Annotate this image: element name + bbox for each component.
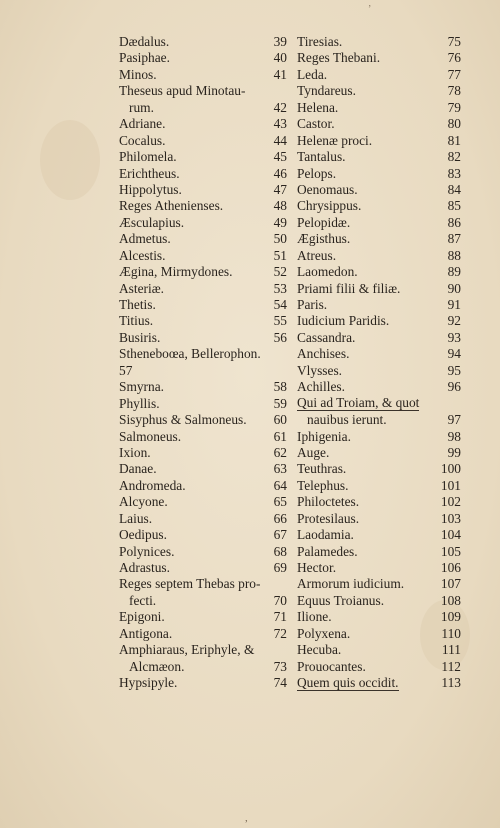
entry-page-number: 46 <box>273 165 287 181</box>
entry-page-number: 70 <box>273 592 287 608</box>
entry-page-number: 65 <box>273 494 287 510</box>
index-entry <box>119 363 287 379</box>
entry-name: Leda. <box>297 66 328 82</box>
index-entry <box>119 231 287 247</box>
entry-name: Danae. <box>119 461 157 477</box>
index-entry <box>119 659 287 675</box>
index-entry <box>119 346 287 362</box>
entry-page-number: 43 <box>273 116 287 132</box>
entry-name: Salmoneus. <box>119 428 182 444</box>
index-column-right <box>297 34 461 692</box>
index-entry <box>297 149 461 165</box>
index-entry <box>297 626 461 642</box>
index-entry <box>119 576 287 592</box>
entry-page-number: 87 <box>447 231 461 247</box>
index-entry <box>297 182 461 198</box>
entry-page-number: 53 <box>273 280 287 296</box>
entry-name: rum. <box>129 99 154 115</box>
entry-name: Philoctetes. <box>297 494 360 510</box>
entry-name: fecti. <box>129 592 157 608</box>
index-entry <box>119 593 287 609</box>
entry-name: Laius. <box>119 510 153 526</box>
index-entry <box>119 83 287 99</box>
entry-page-number: 94 <box>447 346 461 362</box>
index-entry <box>297 313 461 329</box>
entry-name: Qui ad Troiam, & quot <box>297 394 420 410</box>
entry-page-number: 83 <box>447 165 461 181</box>
entry-name: Chrysippus. <box>297 198 362 214</box>
entry-page-number: 42 <box>273 99 287 115</box>
entry-name: Castor. <box>297 116 335 132</box>
entry-page-number: 63 <box>273 461 287 477</box>
entry-name: Equus Troianus. <box>297 592 385 608</box>
entry-page-number: 62 <box>273 444 287 460</box>
index-entry <box>119 396 287 412</box>
entry-page-number: 77 <box>447 66 461 82</box>
entry-name: Tantalus. <box>297 149 346 165</box>
entry-page-number: 79 <box>447 99 461 115</box>
entry-name: Palamedes. <box>297 543 358 559</box>
entry-name: Armorum iudicium. <box>297 576 405 592</box>
entry-page-number: 84 <box>447 181 461 197</box>
entry-name: Adriane. <box>119 116 166 132</box>
entry-name: Ægina, Mirmydones. <box>119 264 233 280</box>
index-entry <box>297 445 461 461</box>
entry-name: Reges Thebani. <box>297 50 381 66</box>
index-entry <box>297 67 461 83</box>
entry-name: Alcestis. <box>119 247 166 263</box>
entry-page-number: 60 <box>273 412 287 428</box>
entry-name: Dædalus. <box>119 34 170 49</box>
entry-name: Telephus. <box>297 477 349 493</box>
index-entry <box>297 642 461 658</box>
paper-stain <box>40 120 100 200</box>
entry-name: Smyrna. <box>119 379 165 395</box>
index-entry <box>119 330 287 346</box>
index-entry <box>297 133 461 149</box>
index-entry <box>297 659 461 675</box>
entry-name: Ilione. <box>297 609 332 625</box>
entry-page-number: 72 <box>273 625 287 641</box>
entry-name: Iudicium Paridis. <box>297 313 390 329</box>
index-entry <box>297 83 461 99</box>
index-entry <box>297 379 461 395</box>
index-entry <box>297 412 461 428</box>
entry-page-number: 44 <box>273 132 287 148</box>
entry-name: Prouocantes. <box>297 658 366 674</box>
entry-name: Laomedon. <box>297 264 358 280</box>
index-entry <box>119 379 287 395</box>
entry-name: Minos. <box>119 66 157 82</box>
index-entry <box>297 494 461 510</box>
index-entry <box>297 198 461 214</box>
index-entry <box>297 576 461 592</box>
index-entry <box>297 50 461 66</box>
entry-page-number: 66 <box>273 510 287 526</box>
entry-page-number: 99 <box>447 444 461 460</box>
index-entry <box>119 642 287 658</box>
entry-name: Stheneboœa, Bellerophon. <box>119 346 261 362</box>
entry-name: Asteriæ. <box>119 280 165 296</box>
entry-name: Philomela. <box>119 149 177 165</box>
index-entry <box>297 363 461 379</box>
entry-name: Protesilaus. <box>297 510 360 526</box>
entry-page-number: 104 <box>440 527 461 543</box>
index-entry <box>119 297 287 313</box>
entry-page-number: 58 <box>273 379 287 395</box>
entry-page-number: 111 <box>441 642 461 658</box>
entry-name: Sisyphus & Salmoneus. <box>119 412 247 428</box>
entry-page-number: 67 <box>273 527 287 543</box>
entry-name: Reges septem Thebas pro- <box>119 576 261 592</box>
entry-page-number: 112 <box>441 658 461 674</box>
index-entry <box>119 100 287 116</box>
index-entry <box>297 116 461 132</box>
entry-page-number: 110 <box>441 625 461 641</box>
index-entry <box>119 215 287 231</box>
entry-name: Priami filii & filiæ. <box>297 280 401 296</box>
entry-name: Cocalus. <box>119 132 166 148</box>
entry-name: Achilles. <box>297 379 345 395</box>
page-edge-mark: , <box>245 812 248 824</box>
index-entry <box>119 34 287 50</box>
entry-name: Andromeda. <box>119 477 186 493</box>
entry-name: Hecuba. <box>297 642 342 658</box>
entry-name: Polyxena. <box>297 625 351 641</box>
index-entry <box>297 231 461 247</box>
index-entry <box>119 166 287 182</box>
entry-page-number: 54 <box>273 297 287 312</box>
entry-page-number: 89 <box>447 264 461 280</box>
entry-name: Amphiaraus, Eriphyle, & <box>119 642 255 658</box>
index-entry <box>119 116 287 132</box>
entry-page-number: 103 <box>440 510 461 526</box>
entry-page-number: 96 <box>447 379 461 395</box>
index-entry <box>297 560 461 576</box>
entry-name: Tyndareus. <box>297 83 356 99</box>
entry-page-number: 107 <box>440 576 461 592</box>
index-entry <box>119 445 287 461</box>
entry-page-number: 56 <box>273 329 287 345</box>
index-entry <box>119 248 287 264</box>
index-entry <box>119 478 287 494</box>
entry-page-number: 39 <box>273 34 287 49</box>
entry-page-number: 71 <box>273 609 287 625</box>
entry-page-number: 113 <box>441 675 461 691</box>
entry-page-number: 61 <box>273 428 287 444</box>
index-entry <box>119 313 287 329</box>
index-entry <box>119 67 287 83</box>
index-entry <box>297 478 461 494</box>
index-entry <box>119 281 287 297</box>
entry-page-number: 86 <box>447 214 461 230</box>
index-entry <box>297 396 461 412</box>
entry-name: Hippolytus. <box>119 181 182 197</box>
entry-name: Oedipus. <box>119 527 167 543</box>
index-entry <box>297 527 461 543</box>
entry-page-number: 55 <box>273 313 287 329</box>
entry-name: Polynices. <box>119 543 175 559</box>
entry-name: Cassandra. <box>297 329 356 345</box>
index-entry <box>119 609 287 625</box>
entry-page-number: 93 <box>447 329 461 345</box>
entry-name: Pelops. <box>297 165 337 181</box>
index-entry <box>297 248 461 264</box>
entry-page-number: 91 <box>447 297 461 312</box>
entry-name: Erichtheus. <box>119 165 180 181</box>
index-entry <box>297 461 461 477</box>
entry-page-number: 81 <box>447 132 461 148</box>
entry-page-number: 73 <box>273 658 287 674</box>
entry-name: Vlysses. <box>297 362 343 378</box>
entry-name: Titius. <box>119 313 154 329</box>
entry-name: nauibus ierunt. <box>307 412 387 428</box>
index-entry <box>119 133 287 149</box>
entry-name: Oenomaus. <box>297 181 358 197</box>
entry-name: Quem quis occidit. <box>297 675 399 691</box>
index-entry <box>297 34 461 50</box>
index-entry <box>119 527 287 543</box>
entry-name: Thetis. <box>119 297 156 312</box>
entry-page-number: 100 <box>440 461 461 477</box>
entry-page-number: 78 <box>447 83 461 99</box>
entry-page-number: 40 <box>273 50 287 66</box>
index-entry <box>119 198 287 214</box>
entry-page-number: 108 <box>440 592 461 608</box>
index-entry <box>297 215 461 231</box>
entry-name: 57 <box>119 362 133 378</box>
index-entry <box>297 166 461 182</box>
entry-name: Alcyone. <box>119 494 168 510</box>
entry-page-number: 52 <box>273 264 287 280</box>
index-entry <box>297 297 461 313</box>
entry-name: Phyllis. <box>119 395 160 411</box>
entry-name: Theseus apud Minotau- <box>119 83 246 99</box>
index-entry <box>119 544 287 560</box>
entry-name: Iphigenia. <box>297 428 351 444</box>
index-column-left <box>119 34 287 692</box>
entry-page-number: 85 <box>447 198 461 214</box>
entry-name: Pelopidæ. <box>297 214 351 230</box>
entry-page-number: 68 <box>273 543 287 559</box>
entry-page-number: 75 <box>447 34 461 49</box>
entry-name: Auge. <box>297 444 330 460</box>
index-entry <box>297 429 461 445</box>
entry-page-number: 74 <box>273 675 287 691</box>
entry-page-number: 49 <box>273 214 287 230</box>
entry-name: Hector. <box>297 560 337 575</box>
entry-page-number: 105 <box>440 543 461 559</box>
index-entry <box>297 544 461 560</box>
index-entry <box>297 264 461 280</box>
index-entry <box>119 560 287 576</box>
entry-page-number: 59 <box>273 395 287 411</box>
entry-page-number: 45 <box>273 149 287 165</box>
entry-page-number: 98 <box>447 428 461 444</box>
index-entry <box>297 330 461 346</box>
entry-name: Pasiphae. <box>119 50 170 66</box>
entry-page-number: 88 <box>447 247 461 263</box>
entry-name: Hypsipyle. <box>119 675 178 691</box>
index-entry <box>119 50 287 66</box>
entry-page-number: 82 <box>447 149 461 165</box>
index-entry <box>297 675 461 691</box>
entry-page-number: 41 <box>273 66 287 82</box>
index-entry <box>119 675 287 691</box>
index-entry <box>119 494 287 510</box>
entry-name: Busiris. <box>119 329 161 345</box>
entry-name: Antigona. <box>119 625 173 641</box>
entry-name: Reges Athenienses. <box>119 198 224 214</box>
entry-page-number: 47 <box>273 181 287 197</box>
index-entry <box>119 264 287 280</box>
entry-name: Helenæ proci. <box>297 132 373 148</box>
entry-name: Anchises. <box>297 346 350 362</box>
entry-page-number: 90 <box>447 280 461 296</box>
entry-name: Ægisthus. <box>297 231 351 247</box>
entry-name: Ixion. <box>119 444 151 460</box>
index-entry <box>119 412 287 428</box>
entry-name: Teuthras. <box>297 461 347 477</box>
index-entry <box>297 609 461 625</box>
entry-page-number: 92 <box>447 313 461 329</box>
index-entry <box>297 281 461 297</box>
entry-name: Admetus. <box>119 231 171 247</box>
entry-page-number: 101 <box>440 477 461 493</box>
index-entry <box>119 429 287 445</box>
page-edge-mark: ʼ <box>368 4 372 15</box>
entry-page-number: 69 <box>273 560 287 575</box>
entry-page-number: 64 <box>273 477 287 493</box>
entry-page-number: 97 <box>447 412 461 428</box>
entry-name: Alcmæon. <box>129 658 185 674</box>
index-entry <box>119 511 287 527</box>
entry-page-number: 109 <box>440 609 461 625</box>
index-entry <box>297 100 461 116</box>
index-entry <box>297 511 461 527</box>
index-entry <box>297 593 461 609</box>
entry-page-number: 80 <box>447 116 461 132</box>
entry-name: Laodamia. <box>297 527 354 543</box>
entry-name: Adrastus. <box>119 560 170 575</box>
entry-page-number: 95 <box>447 362 461 378</box>
index-entry <box>297 346 461 362</box>
entry-name: Helena. <box>297 99 339 115</box>
entry-name: Epigoni. <box>119 609 165 625</box>
entry-name: Tiresias. <box>297 34 343 49</box>
entry-name: Æsculapius. <box>119 214 185 230</box>
index-entry <box>119 626 287 642</box>
entry-page-number: 51 <box>273 247 287 263</box>
entry-page-number: 50 <box>273 231 287 247</box>
entry-page-number: 106 <box>440 560 461 575</box>
index-entry <box>119 149 287 165</box>
entry-name: Atreus. <box>297 247 337 263</box>
index-entry <box>119 461 287 477</box>
entry-page-number: 76 <box>447 50 461 66</box>
entry-name: Paris. <box>297 297 328 312</box>
index-entry <box>119 182 287 198</box>
entry-page-number: 48 <box>273 198 287 214</box>
entry-page-number: 102 <box>440 494 461 510</box>
